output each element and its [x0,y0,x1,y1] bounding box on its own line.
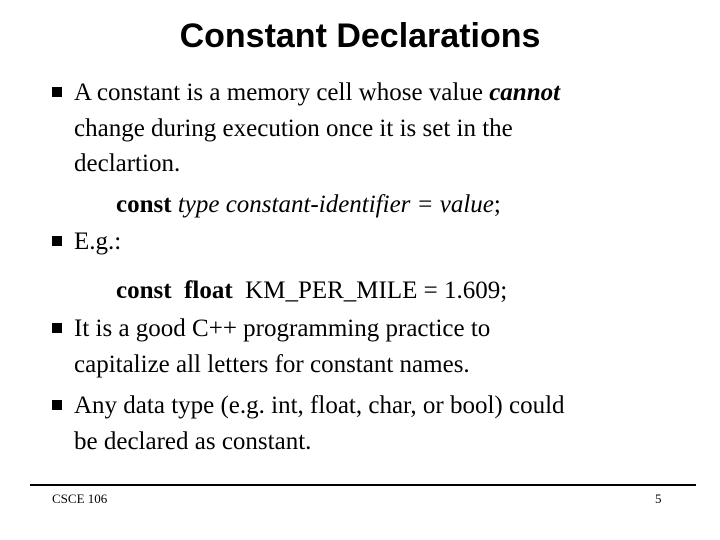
bullet-3-line-2: capitalize all letters for constant names. [74,351,470,378]
example-type: float [184,277,233,304]
bullet-square-icon [52,323,62,333]
bullet-2-line-1: E.g.: [74,228,122,255]
bullet-1-line-3: declartion. [74,150,181,177]
syntax-keyword: const [116,191,172,218]
bullet-4-line-2: be declared as constant. [74,428,312,455]
example-keyword: const [116,277,172,304]
bullet-square-icon [52,400,62,410]
slide-title: Constant Declarations [179,17,541,55]
bullet-square-icon [52,236,62,246]
bullet-1-line-1 [74,78,560,108]
example-statement: KM_PER_MILE = 1.609; [245,277,508,304]
footer-divider [30,484,696,486]
bullet-1-emphasis: cannot [489,79,561,106]
bullet-1-text: A constant is a memory cell whose value [74,79,490,106]
bullet-square-icon [52,87,62,97]
footer-course: CSCE 106 [52,491,108,506]
example-line [116,276,507,306]
syntax-line [116,190,501,220]
bullet-4-line-1: Any data type (e.g. int, float, char, or bool) could [74,392,565,419]
footer-page-number: 5 [655,491,662,506]
syntax-template: type constant-identifier = value [177,191,494,218]
bullet-1-line-2: change during execution once it is set in the [74,115,513,142]
bullet-3-line-1: It is a good C++ programming practice to [74,315,491,342]
syntax-terminator: ; [493,191,501,218]
